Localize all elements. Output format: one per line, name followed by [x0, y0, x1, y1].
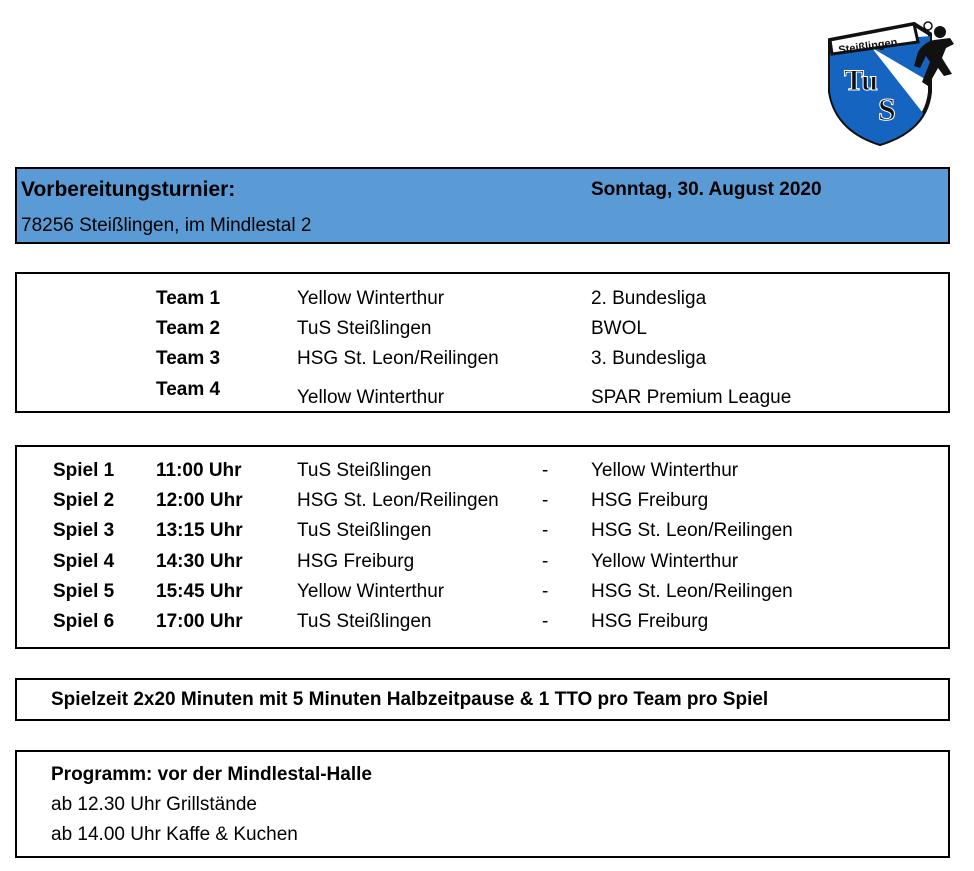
game-away-team: HSG St. Leon/Reilingen [591, 581, 793, 602]
rules-section [15, 678, 950, 721]
game-away-team: HSG Freiburg [591, 490, 709, 511]
team-label: Team 2 [156, 318, 221, 339]
header-section [15, 167, 950, 244]
game-home-team: TuS Steißlingen [297, 611, 432, 632]
game-time: 15:45 Uhr [156, 581, 243, 602]
game-time: 13:15 Uhr [156, 520, 243, 541]
club-logo [822, 12, 956, 146]
tournament-date: Sonntag, 30. August 2020 [591, 179, 822, 200]
game-home-team: HSG Freiburg [297, 551, 415, 572]
club-crest-icon [822, 12, 956, 146]
game-separator: - [542, 551, 549, 572]
game-separator: - [542, 611, 549, 632]
game-time: 17:00 Uhr [156, 611, 243, 632]
game-label: Spiel 1 [53, 460, 115, 481]
logo-text-main-1: Tu [844, 64, 878, 97]
game-home-team: TuS Steißlingen [297, 460, 432, 481]
game-home-team: TuS Steißlingen [297, 520, 432, 541]
game-separator: - [542, 581, 549, 602]
game-label: Spiel 4 [53, 551, 115, 572]
team-label: Team 3 [156, 348, 221, 369]
team-league: BWOL [591, 318, 647, 339]
games-section [15, 445, 950, 649]
team-league: 2. Bundesliga [591, 288, 707, 309]
tournament-address: 78256 Steißlingen, im Mindlestal 2 [21, 215, 312, 236]
game-separator: - [542, 520, 549, 541]
game-label: Spiel 3 [53, 520, 115, 541]
game-label: Spiel 2 [53, 490, 115, 511]
team-name: HSG St. Leon/Reilingen [297, 348, 499, 369]
game-separator: - [542, 490, 549, 511]
team-name: Yellow Winterthur [297, 288, 445, 309]
game-time: 14:30 Uhr [156, 551, 243, 572]
tournament-title: Vorbereitungsturnier: [21, 178, 236, 201]
game-away-team: Yellow Winterthur [591, 460, 739, 481]
team-label: Team 1 [156, 288, 221, 309]
game-away-team: HSG St. Leon/Reilingen [591, 520, 793, 541]
game-home-team: Yellow Winterthur [297, 581, 445, 602]
team-league: 3. Bundesliga [591, 348, 707, 369]
game-label: Spiel 5 [53, 581, 115, 602]
rules-text: Spielzeit 2x20 Minuten mit 5 Minuten Halbzeitpause & 1 TTO pro Team pro Spiel [51, 689, 769, 710]
logo-text-top: Steißlingen [837, 36, 899, 57]
team-name: Yellow Winterthur [297, 387, 445, 408]
teams-section [15, 272, 950, 413]
team-name: TuS Steißlingen [297, 318, 432, 339]
program-title: Programm: vor der Mindlestal-Halle [51, 764, 372, 785]
game-away-team: HSG Freiburg [591, 611, 709, 632]
program-item: ab 12.30 Uhr Grillstände [51, 794, 257, 815]
game-time: 12:00 Uhr [156, 490, 243, 511]
game-home-team: HSG St. Leon/Reilingen [297, 490, 499, 511]
logo-text-main-2: S [878, 91, 896, 127]
team-label: Team 4 [156, 379, 221, 400]
program-section [15, 750, 950, 858]
game-away-team: Yellow Winterthur [591, 551, 739, 572]
game-separator: - [542, 460, 549, 481]
game-time: 11:00 Uhr [156, 460, 242, 481]
program-item: ab 14.00 Uhr Kaffe & Kuchen [51, 824, 298, 845]
game-label: Spiel 6 [53, 611, 115, 632]
team-league: SPAR Premium League [591, 387, 792, 408]
